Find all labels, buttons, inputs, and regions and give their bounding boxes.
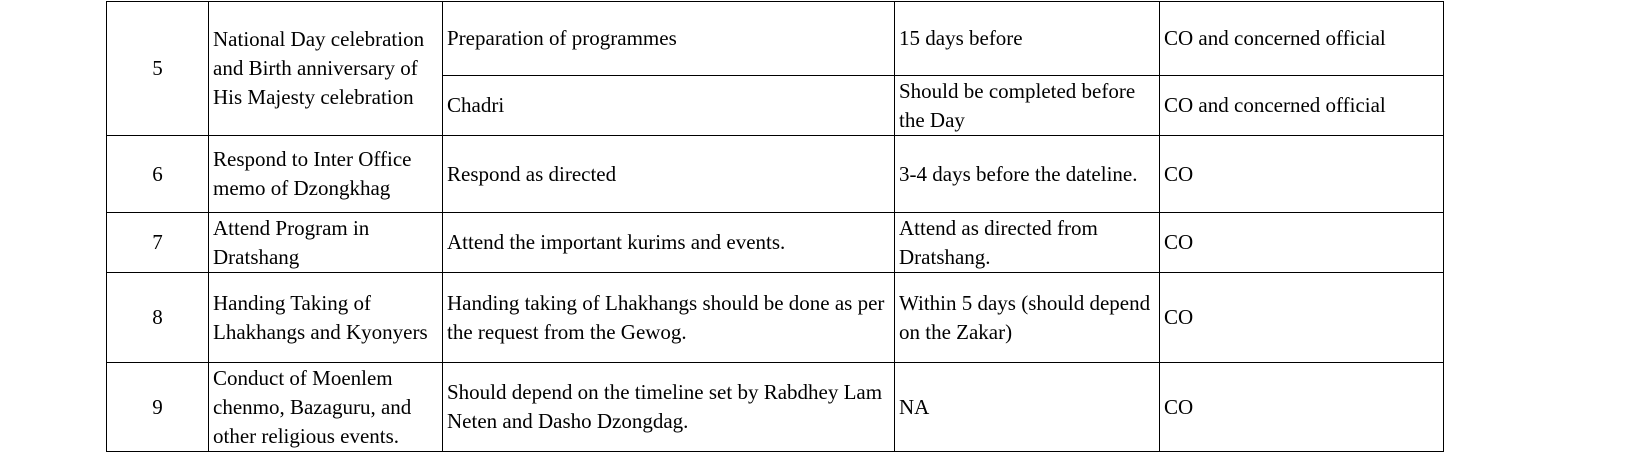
serial-number-cell: 9	[107, 363, 209, 452]
table-row	[107, 273, 1444, 363]
timeline-cell: Attend as directed from Dratshang.	[895, 213, 1160, 273]
activity-cell: Attend Program in Dratshang	[209, 213, 443, 273]
serial-number-cell: 5	[107, 2, 209, 136]
timeline-cell: Within 5 days (should depend on the Zakar)	[895, 273, 1160, 363]
table-row	[107, 136, 1444, 213]
task-cell: Respond as directed	[443, 136, 895, 213]
responsible-cell: CO and concerned official	[1160, 2, 1444, 76]
timeline-cell: NA	[895, 363, 1160, 452]
table-row	[107, 213, 1444, 273]
serial-number-cell: 8	[107, 273, 209, 363]
activity-table	[106, 1, 1444, 452]
activity-cell: National Day celebration and Birth anniversary of His Majesty celebration	[209, 2, 443, 136]
table-row	[107, 363, 1444, 452]
timeline-cell: 3-4 days before the dateline.	[895, 136, 1160, 213]
activity-cell: Conduct of Moenlem chenmo, Bazaguru, and other religious events.	[209, 363, 443, 452]
task-cell: Preparation of programmes	[443, 2, 895, 76]
task-cell: Chadri	[443, 76, 895, 136]
responsible-cell: CO and concerned official	[1160, 76, 1444, 136]
serial-number-cell: 7	[107, 213, 209, 273]
activity-cell: Handing Taking of Lhakhangs and Kyonyers	[209, 273, 443, 363]
table-row	[107, 2, 1444, 76]
timeline-cell: 15 days before	[895, 2, 1160, 76]
serial-number-cell: 6	[107, 136, 209, 213]
responsible-cell: CO	[1160, 273, 1444, 363]
task-cell: Handing taking of Lhakhangs should be done as per the request from the Gewog.	[443, 273, 895, 363]
responsible-cell: CO	[1160, 213, 1444, 273]
task-cell: Attend the important kurims and events.	[443, 213, 895, 273]
activity-cell: Respond to Inter Office memo of Dzongkhag	[209, 136, 443, 213]
timeline-cell: Should be completed before the Day	[895, 76, 1160, 136]
task-cell: Should depend on the timeline set by Rabdhey Lam Neten and Dasho Dzongdag.	[443, 363, 895, 452]
responsible-cell: CO	[1160, 136, 1444, 213]
responsible-cell: CO	[1160, 363, 1444, 452]
